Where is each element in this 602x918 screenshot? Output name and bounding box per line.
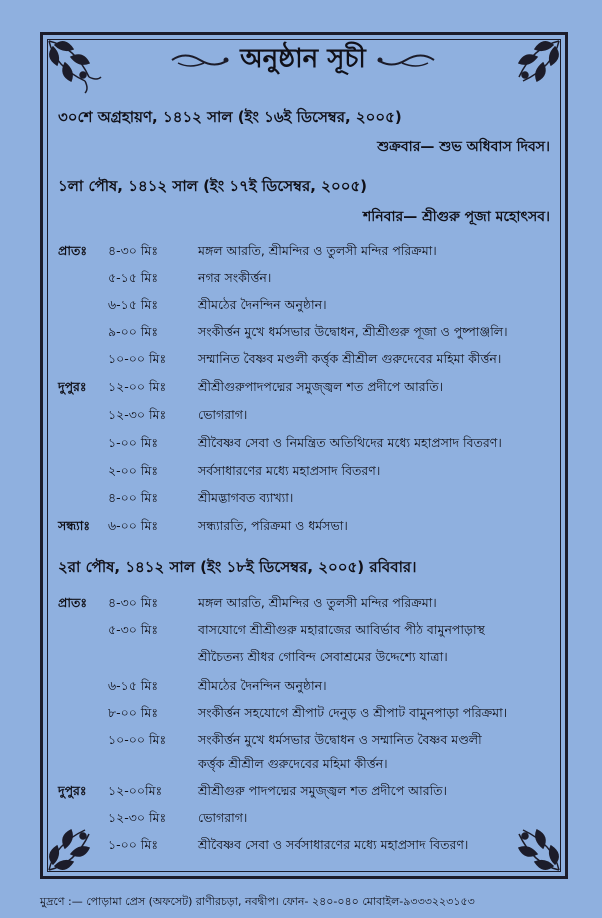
time-label: ৫-১৫ মিঃ	[108, 270, 158, 285]
time-label: ৫-৩০ মিঃ	[108, 622, 159, 637]
time-label: ৬-১৫ মিঃ	[108, 678, 159, 693]
day1-day: শুক্রবার— শুভ অধিবাস দিবস।	[377, 139, 550, 155]
time-label: ১০-০০ মিঃ	[108, 732, 167, 747]
day1-date: ৩০শে অগ্রহায়ণ, ১৪১২ সাল (ইং ১৬ই ডিসেম্বর, ২০০৫)	[58, 108, 402, 126]
time-label: ১০-০০ মিঃ	[108, 351, 167, 366]
event-label: সংকীর্ত্তন মুখে ধর্মসভার উদ্বোধন ও সম্মানিত বৈষ্ণব মণ্ডলী	[198, 732, 482, 747]
time-label: ১-০০ মিঃ	[108, 435, 159, 450]
period-label: প্রাতঃ	[58, 595, 87, 610]
floral-corner-icon	[45, 804, 115, 874]
event-label: মঙ্গল আরতি, শ্রীমন্দির ও তুলসী মন্দির পরিক্রমা।	[198, 595, 437, 610]
time-label: ৪-০০ মিঃ	[108, 490, 159, 505]
flourish-icon	[376, 49, 436, 71]
time-label: ১২-৩০ মিঃ	[108, 407, 167, 422]
event-label: ভোগরাগ।	[198, 810, 248, 825]
event-label: শ্রীমঠের দৈনন্দিন অনুষ্ঠান।	[198, 297, 327, 312]
event-label: শ্রীশ্রীগুরুপাদপদ্মের সমুজ্জ্বল শত প্রদীপে আরতি।	[198, 379, 444, 394]
day2-day: শনিবার— শ্রীগুরু পূজা মহোৎসব।	[363, 209, 550, 225]
page-title: অনুষ্ঠান সূচী	[240, 44, 366, 74]
period-label: প্রাতঃ	[58, 243, 87, 258]
printer-footer: মুদ্রণে :— পোড়ামা প্রেস (অফসেট) রাণীরচড়া, নবদ্বীপ। ফোন- ২৪০-০৪০ মোবাইল-৯৩৩৩২২৩১৫৩	[40, 895, 475, 908]
time-label: ২-০০ মিঃ	[108, 463, 159, 478]
floral-corner-icon	[493, 804, 563, 874]
event-label: সন্ধ্যারতি, পরিক্রমা ও ধর্মসভা।	[198, 518, 348, 533]
day3-date: ২রা পৌষ, ১৪১২ সাল (ইং ১৮ই ডিসেম্বর, ২০০৫) রবিবার।	[58, 558, 417, 576]
event-label: শ্রীবৈষ্ণব সেবা ও নিমন্ত্রিত অতিথিদের মধ্যে মহাপ্রসাদ বিতরণ।	[198, 435, 502, 450]
time-label: ৮-০০ মিঃ	[108, 705, 159, 720]
time-label: ১২-০০ মিঃ	[108, 379, 167, 394]
event-label: সম্মানিত বৈষ্ণব মণ্ডলী কর্ত্তৃক শ্রীশ্রীল গুরুদেবের মহিমা কীর্ত্তন।	[198, 351, 502, 366]
event-label: নগর সংকীর্ত্তন।	[198, 270, 272, 285]
time-label: ১২-০০মিঃ	[108, 783, 163, 798]
title-block	[80, 40, 526, 80]
period-label: দুপুরঃ	[58, 379, 87, 394]
time-label: ১২-৩০ মিঃ	[108, 810, 167, 825]
event-label: ভোগরাগ।	[198, 407, 248, 422]
time-label: ৬-১৫ মিঃ	[108, 297, 159, 312]
event-label: সংকীর্ত্তন সহযোগে শ্রীপাট দেনুড় ও শ্রীপাট বামুনপাড়া পরিক্রমা।	[198, 705, 508, 720]
flourish-icon	[170, 49, 230, 71]
event-label: শ্রীমঠের দৈনন্দিন অনুষ্ঠান।	[198, 678, 327, 693]
event-label: শ্রীচৈতন্য শ্রীধর গোবিন্দ সেবাশ্রমের উদ্দেশ্যে যাত্রা।	[198, 649, 448, 664]
day2-date: ১লা পৌষ, ১৪১২ সাল (ইং ১৭ই ডিসেম্বর, ২০০৫)	[58, 177, 368, 195]
time-label: ৪-৩০ মিঃ	[108, 243, 159, 258]
event-label: মঙ্গল আরতি, শ্রীমন্দির ও তুলসী মন্দির পরিক্রমা।	[198, 243, 437, 258]
event-label: কর্ত্তৃক শ্রীশ্রীল গুরুদেবের মহিমা কীর্ত্তন।	[198, 756, 388, 771]
time-label: ৬-০০ মিঃ	[108, 518, 159, 533]
event-label: শ্রীবৈষ্ণব সেবা ও সর্বসাধারণের মধ্যে মহাপ্রসাদ বিতরণ।	[198, 837, 469, 852]
period-label: সন্ধ্যাঃ	[58, 518, 91, 533]
time-label: ৯-০০ মিঃ	[108, 324, 159, 339]
event-label: শ্রীমদ্ভাগবত ব্যাখ্যা।	[198, 490, 294, 505]
event-label: সংকীর্ত্তন মুখে ধর্মসভার উদ্বোধন, শ্রীশ্রীগুরু পূজা ও পুষ্পাঞ্জলি।	[198, 324, 508, 339]
event-label: বাসযোগে শ্রীশ্রীগুরু মহারাজের আবির্ভাব পীঠ বামুনপাড়াস্থ	[198, 622, 485, 637]
time-label: ১-০০ মিঃ	[108, 837, 159, 852]
event-label: শ্রীশ্রীগুরু পাদপদ্মের সমুজ্জ্বল শত প্রদীপে আরতি।	[198, 783, 448, 798]
event-label: সর্বসাধারণের মধ্যে মহাপ্রসাদ বিতরণ।	[198, 463, 381, 478]
time-label: ৪-৩০ মিঃ	[108, 595, 159, 610]
period-label: দুপুরঃ	[58, 783, 87, 798]
